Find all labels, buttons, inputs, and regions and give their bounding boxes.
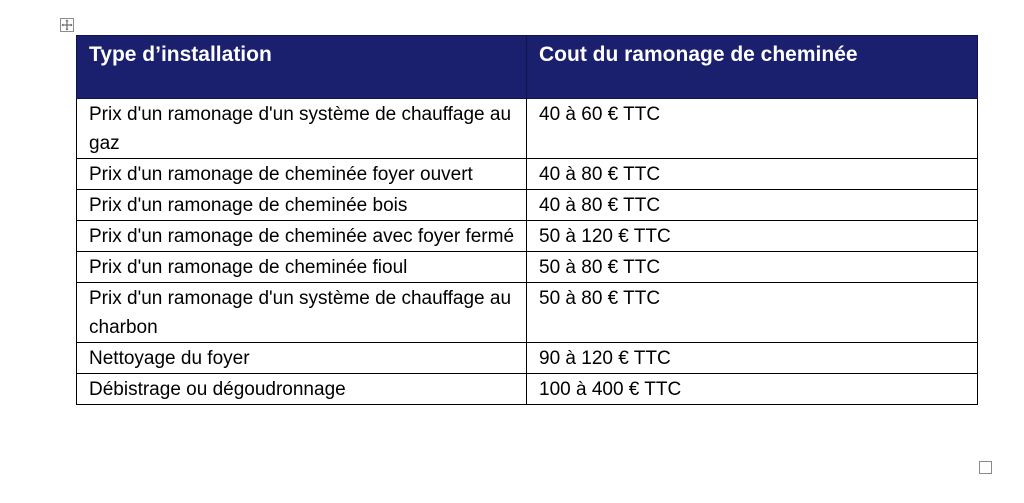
table-row: [77, 343, 978, 374]
installation-type-cell[interactable]: Prix d'un ramonage d'un système de chauffage au charbon: [77, 283, 527, 343]
price-table: [76, 35, 978, 405]
installation-type-cell[interactable]: Prix d'un ramonage de cheminée avec foyer fermé: [77, 221, 527, 252]
table-resize-handle-icon[interactable]: [979, 461, 992, 474]
table-row: [77, 252, 978, 283]
header-installation-type[interactable]: Type d’installation: [77, 36, 527, 99]
table-row: [77, 283, 978, 343]
table-row: [77, 190, 978, 221]
cost-cell[interactable]: 100 à 400 € TTC: [527, 374, 978, 405]
table-header-row: [77, 36, 978, 99]
table-row: [77, 159, 978, 190]
table-row: [77, 374, 978, 405]
installation-type-cell[interactable]: Débistrage ou dégoudronnage: [77, 374, 527, 405]
cost-cell[interactable]: 50 à 80 € TTC: [527, 283, 978, 343]
installation-type-cell[interactable]: Prix d'un ramonage de cheminée fioul: [77, 252, 527, 283]
cost-cell[interactable]: 50 à 120 € TTC: [527, 221, 978, 252]
installation-type-cell[interactable]: Prix d'un ramonage de cheminée bois: [77, 190, 527, 221]
cost-cell[interactable]: 40 à 80 € TTC: [527, 190, 978, 221]
cost-cell[interactable]: 40 à 60 € TTC: [527, 99, 978, 159]
table-row: [77, 99, 978, 159]
installation-type-cell[interactable]: Prix d'un ramonage d'un système de chauffage au gaz: [77, 99, 527, 159]
cost-cell[interactable]: 40 à 80 € TTC: [527, 159, 978, 190]
cost-cell[interactable]: 50 à 80 € TTC: [527, 252, 978, 283]
header-sweeping-cost[interactable]: Cout du ramonage de cheminée: [527, 36, 978, 99]
cost-cell[interactable]: 90 à 120 € TTC: [527, 343, 978, 374]
installation-type-cell[interactable]: Prix d'un ramonage de cheminée foyer ouvert: [77, 159, 527, 190]
table-row: [77, 221, 978, 252]
installation-type-cell[interactable]: Nettoyage du foyer: [77, 343, 527, 374]
table-move-handle-icon[interactable]: [60, 18, 74, 32]
